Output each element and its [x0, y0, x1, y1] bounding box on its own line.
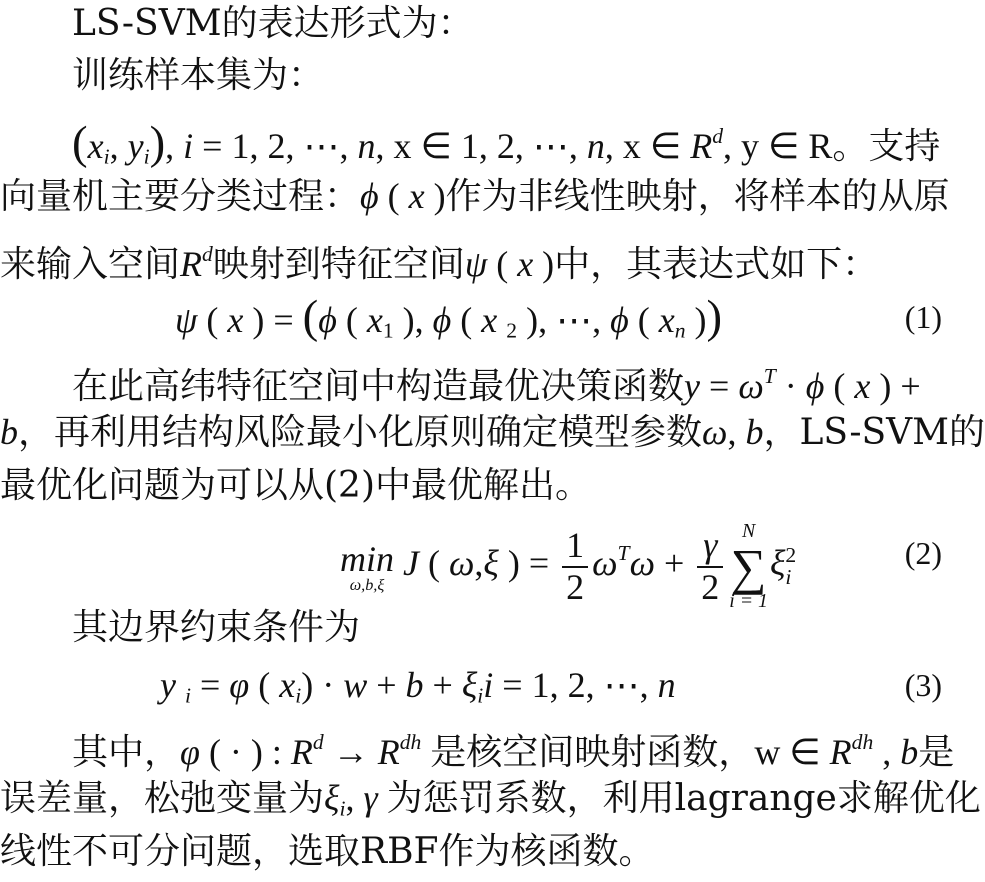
text-ls-svm-form: LS-SVM的表达形式为： [72, 3, 474, 44]
formula-omega-b: ω, b [702, 412, 764, 452]
text-training-set: 训练样本集为： [72, 55, 325, 96]
text-structural-risk: ，再利用结构风险最小化原则确定模型参数 [18, 412, 703, 453]
paragraph-optimization [0, 456, 954, 516]
text-nonlinear-mapping: 作为非线性映射，将样本的从原 [445, 176, 950, 217]
formula-constraint: y $_i$ = φ ( $x_i) \cdot w + b + \xi_ii = 1$, 2, ⋯, n [160, 665, 676, 708]
text-penalty-lagrange: 为惩罚系数，利用lagrange求解优化 [386, 778, 981, 819]
formula-psi-definition: ψ ( x ) = (ϕ ( $x_1$ ), ϕ ( x $_2$ ), ⋯, ϕ ( $x_n$ )) [175, 291, 723, 343]
equation-2 [340, 508, 797, 613]
text-classification-process: 向量机主要分类过程： [0, 176, 361, 217]
paragraph-kernel-mapping [0, 712, 954, 772]
formula-w-in-rdh: w ∈ $R^{dh}$ , b [754, 730, 919, 773]
text-expression-follows: 中，其表达式如下： [554, 244, 879, 286]
paragraph-decision-function [0, 346, 954, 406]
training-set-formula [0, 104, 954, 168]
text-input-space: 来输入空间 [0, 244, 181, 286]
formula-rd: $R^d$ [180, 242, 213, 285]
text-optimization-problem: 最优化问题为可以从(2)中最优解出。 [0, 465, 591, 506]
equation-1 [175, 282, 722, 352]
equation-2-number: (2) [904, 535, 942, 571]
paragraph-slack [0, 768, 981, 828]
text-boundary-constraints: 其边界约束条件为 [72, 607, 361, 648]
text-map-to-feature: 映射到特征空间 [212, 244, 465, 286]
paragraph-classification [0, 166, 954, 226]
text-kernel-space-map: 是核空间映射函数， [430, 732, 755, 774]
text-error-slack: 误差量，松弛变量为 [0, 778, 325, 819]
formula-psi-x: ψ ( x ) [464, 244, 555, 285]
text-decision-function: 在此高纬特征空间中构造最优决策函数 [72, 366, 685, 408]
formula-xi-gamma: $\xi_i$, γ [324, 778, 378, 821]
paragraph-constraints [0, 598, 954, 658]
text-is: 是 [918, 732, 955, 774]
formula-b: b [0, 412, 18, 452]
formula-phi-x: ϕ ( x ) [360, 176, 446, 216]
equation-3 [160, 650, 676, 720]
equation-1-number: (1) [904, 299, 942, 335]
paragraph-training-set [0, 46, 954, 106]
text-rbf-kernel: 线性不可分问题，选取RBF作为核函数。 [0, 831, 655, 872]
equation-3-number: (3) [904, 667, 942, 703]
paragraph-structural-risk [0, 402, 985, 462]
text-where: 其中， [72, 732, 181, 774]
formula-decision: $y = \omega^T \cdot \phi$ ( x ) + [684, 364, 921, 407]
paragraph-rbf [0, 822, 954, 882]
text-support: 。支持 [832, 126, 941, 168]
formula-objective: min ω,b,ξ J ( ω,ξ ) = $\frac{1}{2}$ $\omega^T\omega$ + $\frac{\gamma}{2}$ N ∑ i = 1 ξ 2 i [340, 519, 797, 613]
formula-kernel-map: φ ( · ) : $R^d \to R^{dh}$ [180, 730, 422, 773]
text-ls-svm-of: ，LS-SVM的 [763, 412, 985, 453]
formula-sample-set: ($x_i$, $y_i$), i = 1, 2, ⋯, n, x ∈ 1, 2, ⋯, n, x ∈ $R^d$, y ∈ R [72, 117, 833, 170]
paragraph-feature-space [0, 224, 954, 284]
